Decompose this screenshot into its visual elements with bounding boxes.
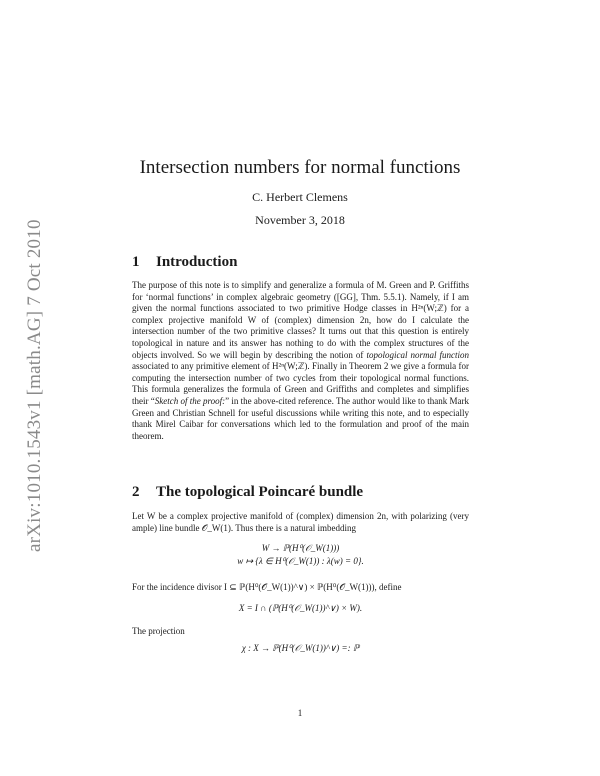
equation-projection-chi: χ : X → ℙ(H⁰(𝒪_W(1))^∨) =: ℙ [241, 643, 360, 653]
section-heading-introduction [132, 254, 237, 271]
equation-imbedding-line1: W → ℙ(H⁰(𝒪_W(1))) [261, 543, 340, 553]
paper-title: Intersection numbers for normal functions [139, 157, 461, 178]
equation-X-definition: X = I ∩ (ℙ(H⁰(𝒪_W(1))^∨) × W). [238, 603, 363, 613]
section-title: The topological Poincaré bundle [156, 484, 364, 500]
introduction-text-part: The purpose of this note is to simplify and generalize a formula of M. Green and P. Griffiths for ‘normal functions’ in complex algebraic geometry ([GG], Thm. 5.5.1). Namely, if I am given the normal functions associated to two primitive Hodge classes in H²ⁿ(W;ℤ) for a complex projective manifold W of (complex) dimension 2n, how do I calculate the intersection number of the two primitive classes? It turns out that this question is entirely topological in nature and its answer has nothing to do with the complex structures of the objects involved. So we will begin by describing the notion of [132, 280, 469, 360]
section-title: Introduction [156, 254, 238, 270]
paper-date: November 3, 2018 [255, 213, 345, 227]
paper-author: C. Herbert Clemens [252, 190, 348, 204]
arxiv-identifier-stamp: arXiv:1010.1543v1 [math.AG] 7 Oct 2010 [24, 219, 45, 552]
section-number: 1 [132, 254, 140, 270]
projection-label: The projection [132, 626, 185, 636]
section-number: 2 [132, 484, 140, 500]
section2-intro-paragraph: Let W be a complex projective manifold of (complex) dimension 2n, with polarizing (very ample) line bundle 𝒪_W(1). Thus there is a natural imbedding [132, 511, 469, 533]
introduction-paragraph [132, 280, 469, 442]
introduction-text-part: associated to any primitive element of H²ⁿ(W;ℤ). Finally in Theorem 2 we give a formula for computing the intersection number of two cycles from their topological normal functions. This formula generalizes the formula of Green and Griffiths and completes and simplifies their “ [132, 361, 469, 406]
emphasis-topological-normal-function: topological normal function [366, 349, 470, 360]
equation-imbedding-line2: w ↦ {λ ∈ H⁰(𝒪_W(1)) : λ(w) = 0}. [237, 556, 364, 566]
incidence-divisor-text: For the incidence divisor I ⊆ ℙ(H⁰(𝒪_W(1))^∨) × ℙ(H⁰(𝒪_W(1))), define [132, 582, 402, 592]
page-number: 1 [297, 708, 303, 718]
section-heading-poincare-bundle [132, 484, 363, 501]
emphasis-sketch-of-proof: Sketch of the proof: [154, 395, 226, 406]
introduction-text-part: ” in the above-cited reference. The author would like to thank Mark Green and Christian Schnell for useful discussions while writing this note, and to especially thank Mirel Caibar for conversations which led to the formulation and proof of the main theorem. [132, 395, 469, 441]
